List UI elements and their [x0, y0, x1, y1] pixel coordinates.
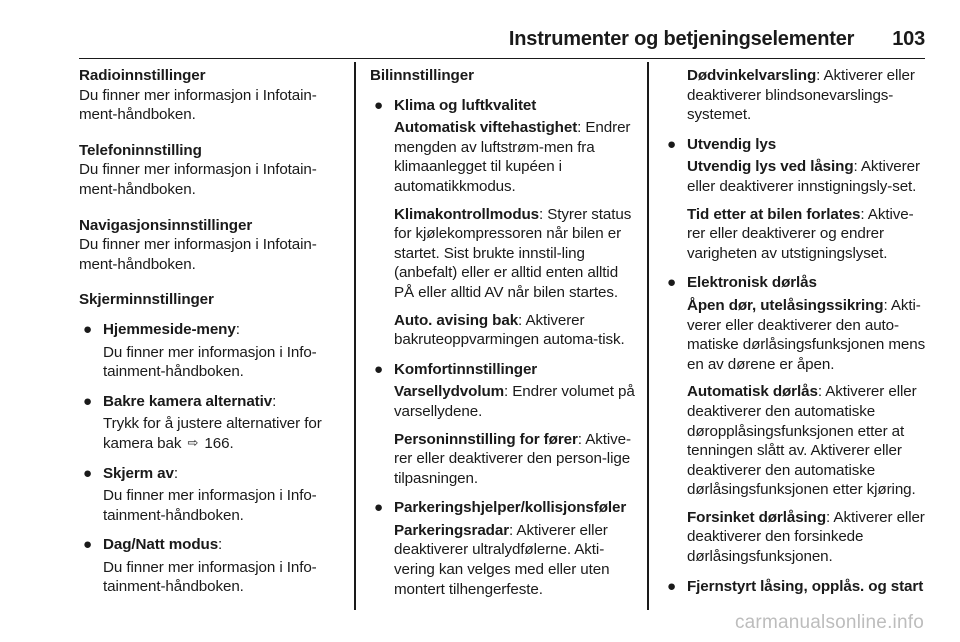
navigation-settings-text: Du finner mer informasjon i Infotain-ment-håndboken. [79, 236, 317, 273]
phone-settings-section [79, 141, 347, 200]
list-item: ● Skjerm av: Du finner mer informasjon i Info-tainment-håndboken. [79, 464, 347, 526]
page-reference[interactable]: 166. [204, 434, 234, 452]
sub-item: Utvendig lys ved låsing: Aktiverer eller deaktiverer innstigningsly-set. [687, 158, 920, 195]
list-item: ● Dag/Natt modus: Du finner mer informasjon i Info-tainment-håndboken. [79, 535, 347, 597]
item-text: Du finner mer informasjon i Info-tainment-håndboken. [103, 558, 317, 596]
item-title: Utvendig lys [687, 135, 777, 153]
list-item [663, 135, 929, 264]
item-title: Hjemmeside-meny [103, 320, 236, 338]
screen-settings-heading: Skjerminnstillinger [79, 291, 214, 309]
bullet-icon: ● [667, 577, 677, 595]
item-title: Klima og luftkvalitet [394, 96, 537, 114]
screen-settings-section [79, 290, 347, 597]
section-title: Instrumenter og betjeningselementer [508, 28, 855, 50]
radio-settings-section [79, 66, 347, 125]
item-title: Fjernstyrt låsing, opplås. og start [687, 577, 924, 595]
bullet-icon: ● [83, 536, 93, 554]
page-number: 103 [892, 28, 925, 50]
bullet-icon: ● [83, 392, 93, 410]
watermark: carmanualsonline.info [734, 612, 924, 633]
bullet-icon: ● [374, 360, 384, 378]
bullet-icon: ● [83, 464, 93, 482]
sub-item: Parkeringsradar: Aktiverer eller deaktiverer ultralydfølerne. Akti-vering kan velges med eller uten montert tilhengerfeste. [394, 521, 610, 598]
sub-item: Åpen dør, utelåsingssikring: Akti-verer eller deaktiverer den auto-matiske dørlåsingsfunksjonen mens en av dørene er åpen. [687, 296, 926, 373]
navigation-settings-section [79, 216, 347, 275]
list-item [663, 273, 929, 566]
phone-settings-heading: Telefoninnstilling [79, 141, 202, 159]
list-item: ● Hjemmeside-meny: Du finner mer informasjon i Info-tainment-håndboken. [79, 320, 347, 382]
item-text: Du finner mer informasjon i Info-tainment-håndboken. [103, 343, 317, 381]
column-3 [663, 66, 929, 596]
sub-item: Varsellydvolum: Endrer volumet på varsellydene. [394, 383, 635, 420]
list-item [663, 577, 929, 597]
list-item [370, 96, 636, 350]
bullet-icon: ● [667, 274, 677, 292]
sub-item: Automatisk viftehastighet: Endrer mengden av luftstrøm-men fra klimaanlegget til kupéen i automatikkmodus. [394, 119, 631, 195]
sub-item: Forsinket dørlåsing: Aktiverer eller deaktiverer den forsinkede dørlåsingsfunksjonen. [687, 508, 925, 566]
item-title: Skjerm av [103, 464, 174, 482]
list-item: ● Bakre kamera alternativ: Trykk for å justere alternativer for kamera bak ⇨ 166. [79, 392, 347, 454]
sub-item: Personinnstilling for fører: Aktive-rer eller deaktiverer den person-lige tilpasningen. [394, 430, 631, 487]
item-title: Dag/Natt modus [103, 536, 219, 554]
item-title: Komfortinnstillinger [394, 360, 538, 378]
radio-settings-heading: Radioinnstillinger [79, 67, 206, 84]
item-title: Elektronisk dørlås [687, 274, 817, 292]
item-title: Parkeringshjelper/kollisjonsføler [394, 499, 627, 517]
item-text: Trykk for å justere alternativer for kamera bak ⇨ 166. [103, 415, 322, 452]
page-header [79, 28, 925, 59]
sub-item: Automatisk dørlås: Aktiverer eller deaktiverer den automatiske døropplåsingsfunksjonen etter at tenningen slått av. Aktiverer eller deaktiverer den automatiske dørlåsingsfunksjonen etter kjøring. [687, 383, 917, 499]
column-divider-1 [354, 62, 356, 610]
sub-item: Tid etter at bilen forlates: Aktive-rer eller deaktiverer og endrer varigheten av utstigningslyset. [687, 205, 914, 262]
continued-sub-item: Dødvinkelvarsling: Aktiverer eller deaktiverer blindsonevarslings-systemet. [687, 67, 915, 124]
bullet-icon: ● [83, 320, 93, 338]
sub-item: Auto. avising bak: Aktiverer bakruteoppvarmingen automa-tisk. [394, 311, 625, 349]
list-item [370, 360, 636, 489]
column-2 [370, 66, 636, 599]
bullet-icon: ● [667, 135, 677, 153]
page-reference-arrow-icon: ⇨ [187, 434, 199, 450]
navigation-settings-heading: Navigasjonsinnstillinger [79, 216, 253, 234]
item-title: Bakre kamera alternativ [103, 392, 273, 410]
item-text: Du finner mer informasjon i Info-tainment-håndboken. [103, 487, 317, 524]
radio-settings-text: Du finner mer informasjon i Infotain-ment-håndboken. [79, 86, 317, 124]
vehicle-settings-heading: Bilinnstillinger [370, 67, 474, 84]
bullet-icon: ● [374, 96, 384, 114]
list-item [370, 498, 636, 599]
phone-settings-text: Du finner mer informasjon i Infotain-ment-håndboken. [79, 161, 317, 198]
column-divider-2 [647, 62, 649, 610]
sub-item: Klimakontrollmodus: Styrer status for kjølekompressoren når bilen er startet. Sist brukte innstil-ling (anbefalt) eller er alltid enten alltid PÅ eller alltid AV når bilen startes. [394, 205, 632, 301]
bullet-icon: ● [374, 499, 384, 517]
column-1 [79, 66, 347, 613]
